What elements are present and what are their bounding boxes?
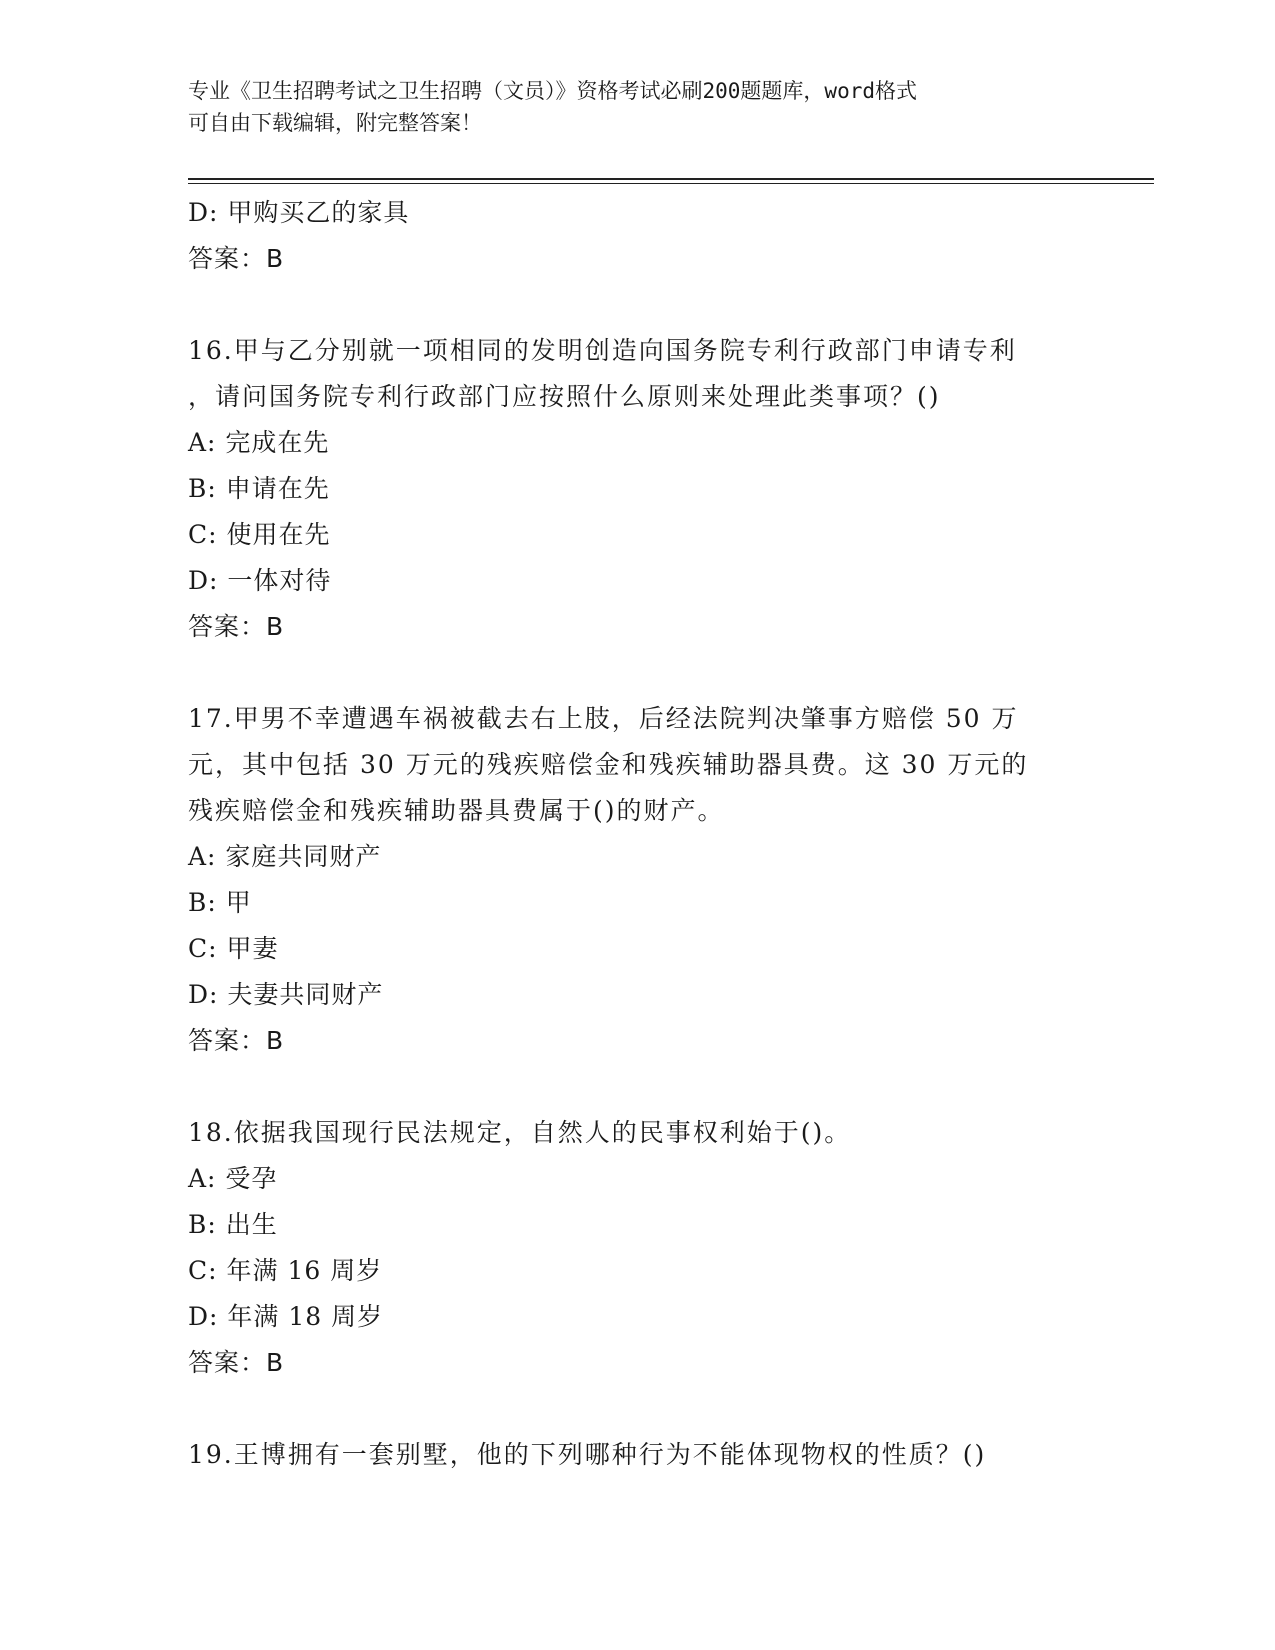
option-c: C: 年满 16 周岁	[188, 1256, 383, 1285]
answer-label: 答案：B	[188, 612, 285, 641]
option-c: C: 使用在先	[188, 520, 331, 549]
header-line-2: 可自由下载编辑，附完整答案！	[188, 111, 482, 135]
question-text: 18.依据我国现行民法规定，自然人的民事权利始于()。	[188, 1118, 852, 1147]
option-b: B: 出生	[188, 1210, 278, 1239]
option-c: C: 甲妻	[188, 934, 279, 963]
option-b: B: 申请在先	[188, 474, 330, 503]
question-list	[188, 190, 1088, 1478]
page-header	[188, 75, 1068, 139]
option-b: B: 甲	[188, 888, 252, 917]
question-text: ，请问国务院专利行政部门应按照什么原则来处理此类事项？()	[188, 382, 941, 411]
question-19-stem	[188, 1432, 1088, 1478]
header-line-1: 专业《卫生招聘考试之卫生招聘（文员）》资格考试必刷200题题库，word格式	[188, 79, 917, 103]
question-16-stem	[188, 328, 1088, 420]
answer-label: 答案：B	[188, 1348, 285, 1377]
question-text: 19.王博拥有一套别墅，他的下列哪种行为不能体现物权的性质？()	[188, 1440, 987, 1469]
question-text: 16.甲与乙分别就一项相同的发明创造向国务院专利行政部门申请专利	[188, 336, 1017, 365]
header-divider-thin	[188, 183, 1154, 184]
option-a: A: 受孕	[188, 1164, 278, 1193]
option-d: D: 年满 18 周岁	[188, 1302, 384, 1331]
option-d: D: 一体对待	[188, 566, 332, 595]
option-d: D: 甲购买乙的家具	[188, 198, 410, 227]
answer-label: 答案：B	[188, 244, 285, 273]
question-17-stem	[188, 696, 1088, 834]
option-d: D: 夫妻共同财产	[188, 980, 384, 1009]
option-a: A: 家庭共同财产	[188, 842, 382, 871]
option-a: A: 完成在先	[188, 428, 330, 457]
question-text: 残疾赔偿金和残疾辅助器具费属于()的财产。	[188, 796, 725, 825]
question-text: 元，其中包括 30 万元的残疾赔偿金和残疾辅助器具费。这 30 万元的	[188, 750, 1029, 779]
question-text: 17.甲男不幸遭遇车祸被截去右上肢，后经法院判决肇事方赔偿 50 万	[188, 704, 1019, 733]
header-divider-thick	[188, 178, 1154, 180]
question-18-stem	[188, 1110, 1088, 1156]
answer-label: 答案：B	[188, 1026, 285, 1055]
